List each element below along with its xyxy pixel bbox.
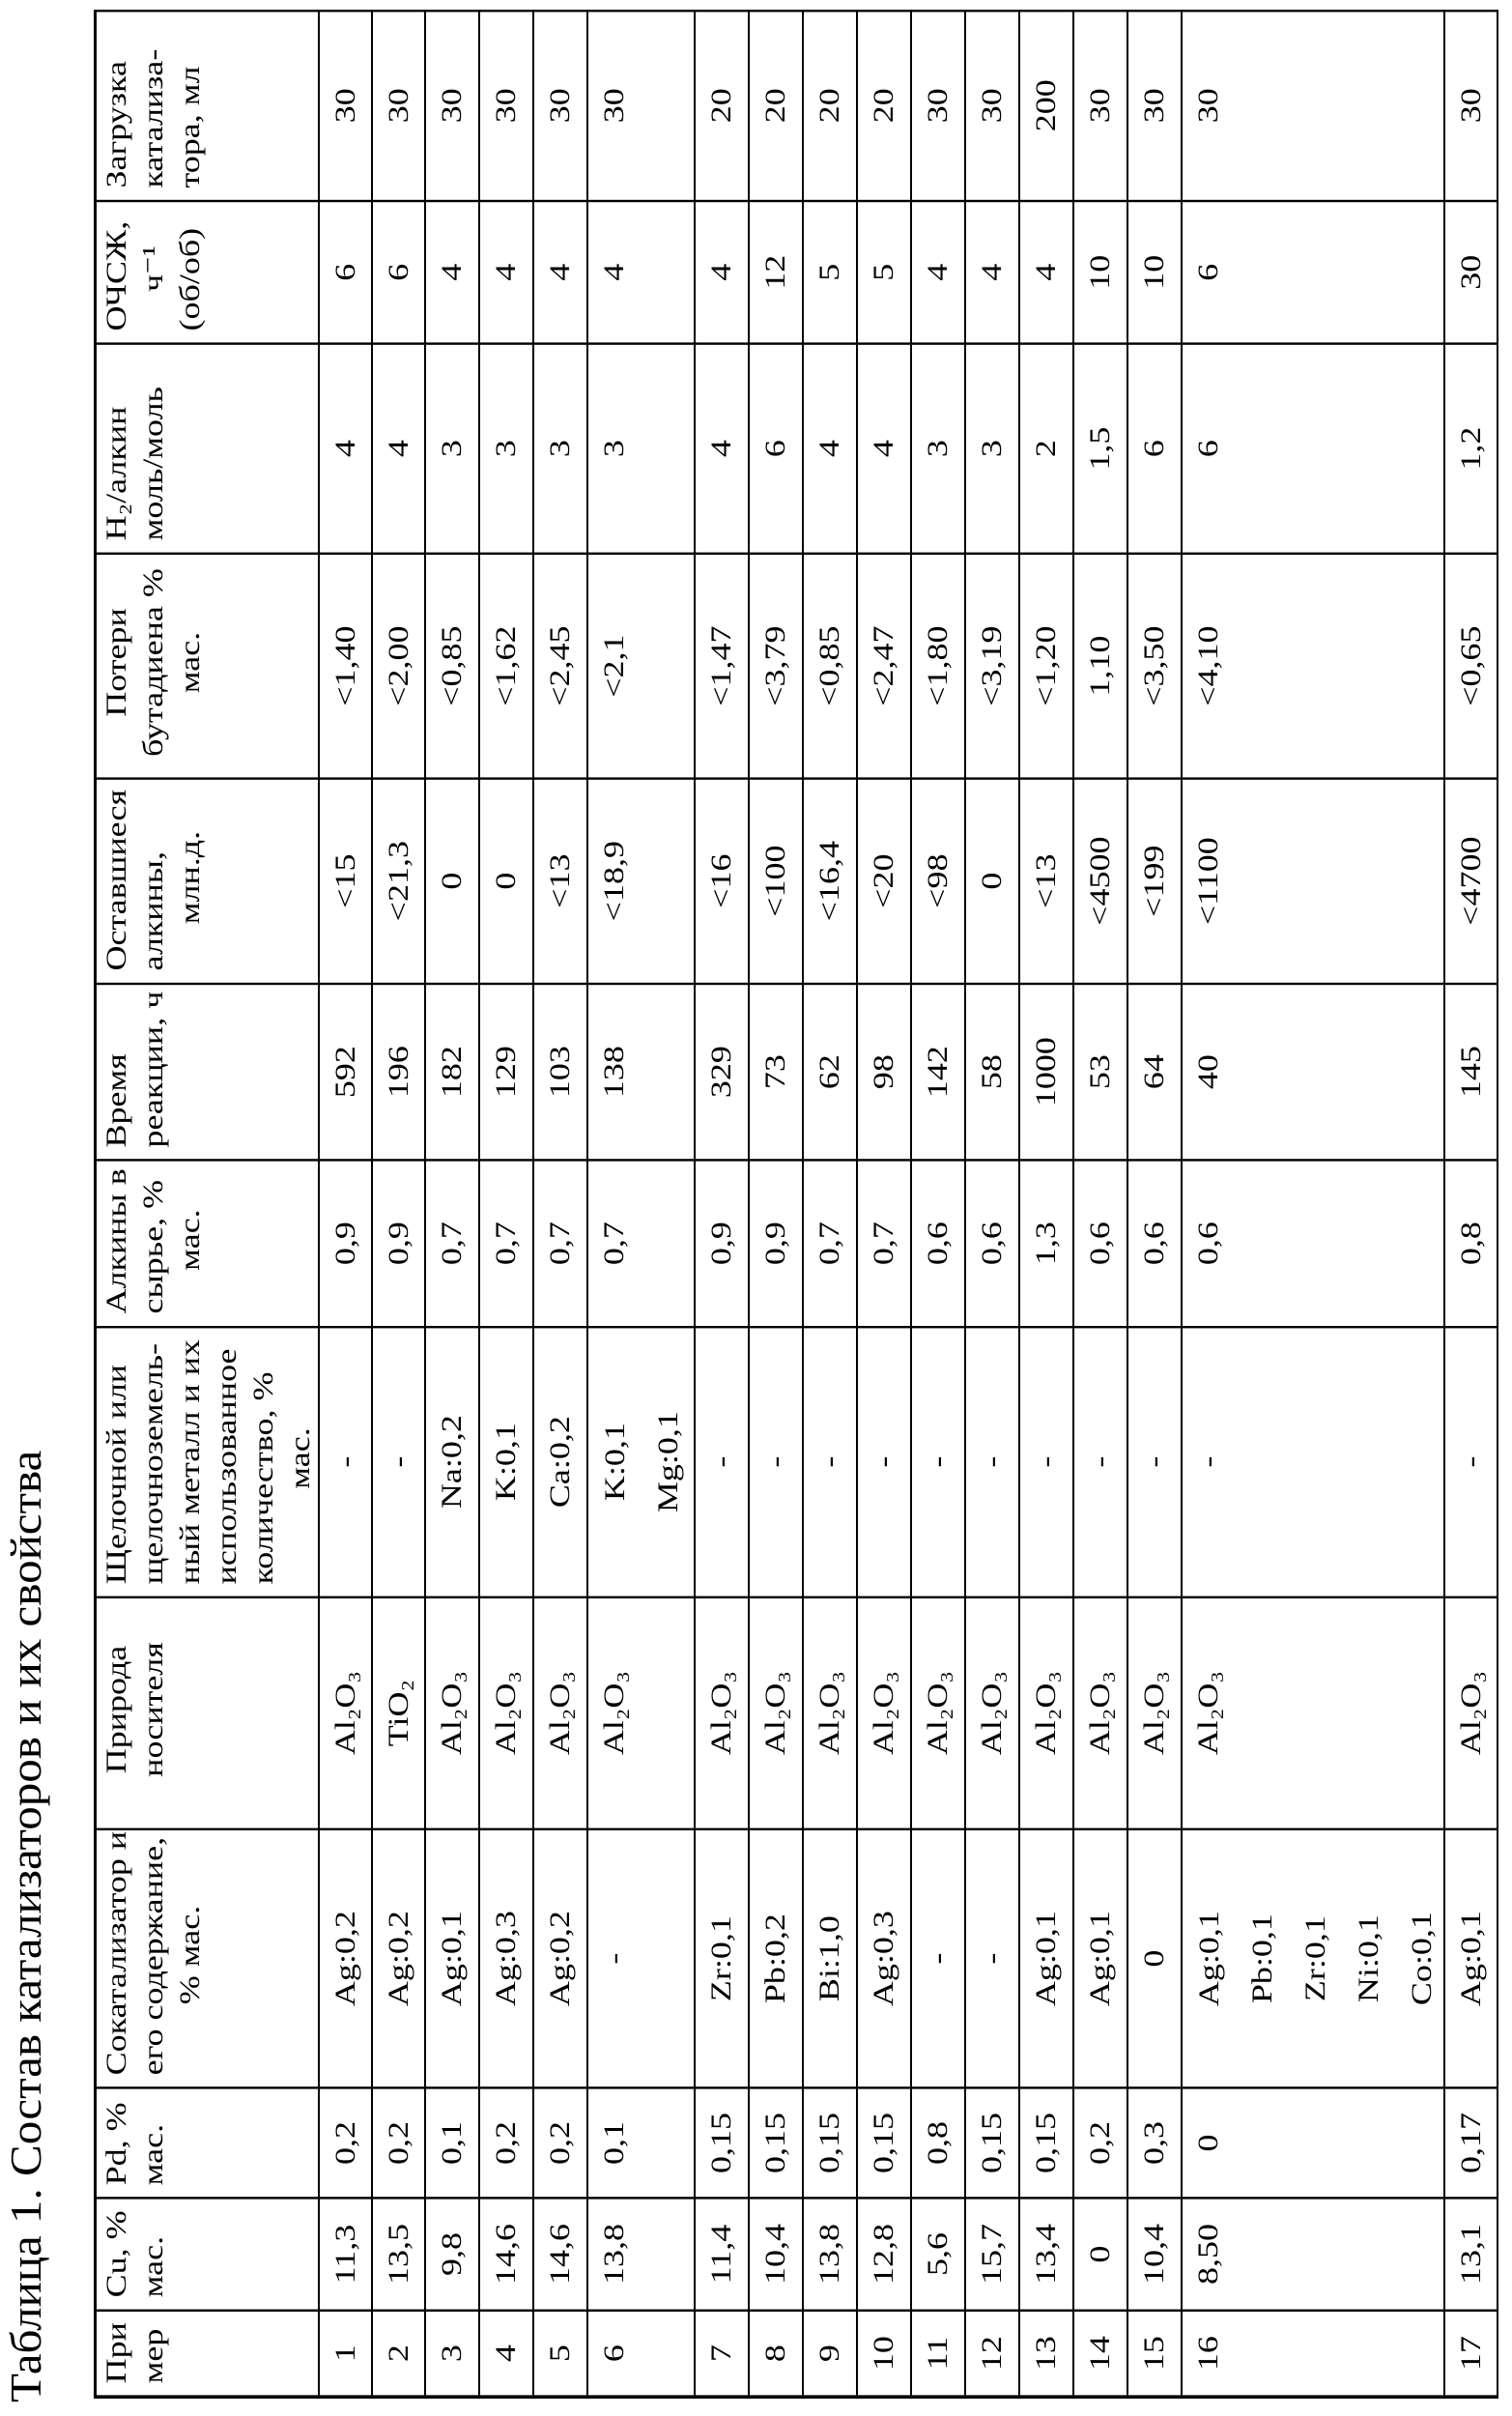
cell-catalyst_load: 30 [1128,9,1183,199]
cell-alkynes_in_feed: 0,6 [912,1159,966,1325]
cell-cocatalyst: Ag:0,3 [480,1827,534,2086]
cell-reaction_time: 145 [1445,982,1498,1159]
cell-catalyst_load: 20 [858,9,912,199]
cell-pd: 0,15 [966,2086,1020,2197]
cell-butadiene_loss: <3,19 [966,552,1020,777]
cell-h2_alkyne_ratio: 6 [750,342,804,552]
cell-alkali_metal [588,1325,696,1596]
cell-pd: 0,15 [804,2086,858,2197]
cell-lhsv: 4 [480,200,534,343]
cell-catalyst_load: 30 [1183,9,1445,199]
cell-reaction_time: 98 [858,982,912,1159]
column-header-line: мер [135,2316,172,2384]
cell-cocatalyst: Ag:0,1 [426,1827,480,2086]
column-header-line: бутадиена % [135,560,172,766]
cell-cocatalyst: Ag:0,1 [1445,1827,1498,2086]
cell-residual_alkynes: <4700 [1445,777,1498,982]
cell-residual_alkynes: <4500 [1074,777,1128,982]
cell-h2_alkyne_ratio: 4 [696,342,750,552]
cell-cu: 13,8 [804,2197,858,2309]
column-header-line: катализа- [135,16,172,188]
column-header-line: использованное [209,1333,245,1585]
cell-reaction_time: 103 [534,982,588,1159]
cell-alkynes_in_feed: 0,7 [858,1159,912,1325]
cell-alkali_metal: Na:0,2 [426,1325,480,1596]
column-header-line: ный металл и их [172,1333,209,1585]
cell-reaction_time: 142 [912,982,966,1159]
cell-alkali_metal: - [858,1325,912,1596]
cell-h2_alkyne_ratio: 3 [588,342,696,552]
cell-pd: 0,15 [1020,2086,1074,2197]
cell-residual_alkynes: <199 [1128,777,1183,982]
cell-butadiene_loss: <4,10 [1183,552,1445,777]
cell-catalyst_load: 30 [373,9,426,199]
cell-residual_alkynes: <16,4 [804,777,858,982]
cell-cu: 9,8 [426,2197,480,2309]
cell-cu: 15,7 [966,2197,1020,2309]
cell-support: Al₂O₃ [1074,1596,1128,1827]
column-header-line: % мас. [172,1835,209,2076]
column-header-line: млн.д. [172,785,209,971]
cell-cocatalyst: - [912,1827,966,2086]
column-header-line: Время [99,990,135,1148]
column-header-line: алкины, [135,785,172,971]
cell-lhsv: 4 [1020,200,1074,343]
column-header-line: Загрузка [99,16,135,188]
cell-reaction_time: 53 [1074,982,1128,1159]
cell-support: Al₂O₃ [696,1596,750,1827]
cell-alkynes_in_feed: 0,7 [426,1159,480,1325]
column-header-catalyst_load [97,9,320,199]
cell-cocatalyst: 0 [1128,1827,1183,2086]
cell-h2_alkyne_ratio: 3 [480,342,534,552]
column-header-line: Природа [99,1603,135,1817]
cell-support: Al₂O₃ [320,1596,373,1827]
cell-residual_alkynes: <13 [534,777,588,982]
column-header-lhsv [97,200,320,343]
cell-pd: 0,2 [480,2086,534,2197]
cell-cu: 13,5 [373,2197,426,2309]
column-header-line: ОЧСЖ, [99,207,135,331]
cell-h2_alkyne_ratio: 3 [966,342,1020,552]
column-header-line: (об/об) [172,207,209,331]
cell-pd: 0,2 [534,2086,588,2197]
cell-support: Al₂O₃ [1020,1596,1074,1827]
cell-reaction_time: 62 [804,982,858,1159]
cell-catalyst_load: 20 [696,9,750,199]
cell-cu: 5,6 [912,2197,966,2309]
cell-butadiene_loss: <3,50 [1128,552,1183,777]
cell-butadiene_loss: <0,85 [804,552,858,777]
cell-lhsv: 5 [858,200,912,343]
cell-alkynes_in_feed: 1,3 [1020,1159,1074,1325]
cell-residual_alkynes: 0 [480,777,534,982]
column-header-line: Сокатализатор и [99,1835,135,2076]
cell-butadiene_loss: <1,80 [912,552,966,777]
cell-support: Al₂O₃ [588,1596,696,1827]
cell-residual_alkynes: <16 [696,777,750,982]
cell-reaction_time: 64 [1128,982,1183,1159]
cell-lhsv: 6 [1183,200,1445,343]
cell-example: 15 [1128,2309,1183,2395]
catalyst-table [94,9,1498,2399]
cell-h2_alkyne_ratio: 4 [373,342,426,552]
column-header-reaction_time [97,982,320,1159]
cell-alkali_metal: - [804,1325,858,1596]
cell-cu: 13,8 [588,2197,696,2309]
cell-cu: 8,50 [1183,2197,1445,2309]
cell-alkali_metal: - [1183,1325,1445,1596]
column-header-alkynes_in_feed [97,1159,320,1325]
cell-support: Al₂O₃ [966,1596,1020,1827]
cell-alkali_metal: - [696,1325,750,1596]
cell-reaction_time: 73 [750,982,804,1159]
cell-h2_alkyne_ratio: 2 [1020,342,1074,552]
cell-reaction_time: 196 [373,982,426,1159]
cell-pd: 0,2 [373,2086,426,2197]
column-header-line: Щелочной или [99,1333,135,1585]
cell-alkynes_in_feed: 0,6 [1128,1159,1183,1325]
cell-butadiene_loss: <0,65 [1445,552,1498,777]
column-header-cu [97,2197,320,2309]
cell-cu: 12,8 [858,2197,912,2309]
cell-residual_alkynes: 0 [426,777,480,982]
cell-cocatalyst: Ag:0,3 [858,1827,912,2086]
cell-example: 4 [480,2309,534,2395]
cell-lhsv: 12 [750,200,804,343]
column-header-line: ч⁻¹ [135,207,172,331]
cell-support: Al₂O₃ [750,1596,804,1827]
cell-residual_alkynes: <1100 [1183,777,1445,982]
cell-cocatalyst: - [588,1827,696,2086]
cell-lhsv: 6 [373,200,426,343]
cell-line: Zr:0,1 [1289,1830,1342,2087]
cell-support: TiO₂ [373,1596,426,1827]
cell-catalyst_load: 30 [588,9,696,199]
cell-cocatalyst: Ag:0,2 [373,1827,426,2086]
cell-cu: 11,4 [696,2197,750,2309]
cell-h2_alkyne_ratio: 1,2 [1445,342,1498,552]
column-header-line: щелочноземель- [135,1333,172,1585]
cell-residual_alkynes: <98 [912,777,966,982]
cell-h2_alkyne_ratio: 3 [426,342,480,552]
cell-pd: 0,8 [912,2086,966,2197]
column-header-cocatalyst [97,1827,320,2086]
column-header-line: его содержание, [135,1835,172,2076]
cell-lhsv: 4 [912,200,966,343]
cell-h2_alkyne_ratio: 4 [320,342,373,552]
cell-example: 9 [804,2309,858,2395]
cell-support: Al₂O₃ [426,1596,480,1827]
cell-alkynes_in_feed: 0,9 [750,1159,804,1325]
cell-h2_alkyne_ratio: 6 [1183,342,1445,552]
cell-example: 2 [373,2309,426,2395]
cell-alkynes_in_feed: 0,9 [320,1159,373,1325]
cell-alkali_metal: K:0,1 [480,1325,534,1596]
cell-residual_alkynes: <18,9 [588,777,696,982]
cell-catalyst_load: 200 [1020,9,1074,199]
cell-catalyst_load: 30 [426,9,480,199]
cell-reaction_time: 329 [696,982,750,1159]
cell-residual_alkynes: 0 [966,777,1020,982]
cell-example: 12 [966,2309,1020,2395]
cell-alkali_metal: - [1020,1325,1074,1596]
cell-line: Mg:0,1 [642,1328,695,1596]
cell-lhsv: 4 [966,200,1020,343]
column-header-example [97,2309,320,2395]
cell-reaction_time: 40 [1183,982,1445,1159]
cell-residual_alkynes: <20 [858,777,912,982]
cell-catalyst_load: 30 [1445,9,1498,199]
column-header-line: Cu, % [99,2204,135,2298]
cell-catalyst_load: 20 [804,9,858,199]
cell-h2_alkyne_ratio: 3 [912,342,966,552]
cell-example: 6 [588,2309,696,2395]
cell-butadiene_loss: <2,1 [588,552,696,777]
column-header-alkali_metal [97,1325,320,1596]
cell-alkali_metal: - [1128,1325,1183,1596]
cell-butadiene_loss: <1,62 [480,552,534,777]
cell-lhsv: 4 [588,200,696,343]
column-header-line: При [99,2316,135,2384]
column-header-support [97,1596,320,1827]
cell-cu: 0 [1074,2197,1128,2309]
cell-example: 11 [912,2309,966,2395]
cell-cu: 14,6 [534,2197,588,2309]
cell-catalyst_load: 30 [320,9,373,199]
cell-pd: 0,2 [1074,2086,1128,2197]
cell-cocatalyst: Zr:0,1 [696,1827,750,2086]
cell-pd: 0,17 [1445,2086,1498,2197]
cell-cu: 14,6 [480,2197,534,2309]
cell-alkynes_in_feed: 0,7 [480,1159,534,1325]
cell-catalyst_load: 30 [1074,9,1128,199]
cell-butadiene_loss: <1,20 [1020,552,1074,777]
cell-cocatalyst: Bi:1,0 [804,1827,858,2086]
cell-butadiene_loss: 1,10 [1074,552,1128,777]
cell-alkynes_in_feed: 0,6 [966,1159,1020,1325]
column-header-line: H₂/алкин [99,350,135,541]
cell-alkynes_in_feed: 0,8 [1445,1159,1498,1325]
cell-cu: 13,1 [1445,2197,1498,2309]
cell-lhsv: 4 [534,200,588,343]
cell-support: Al₂O₃ [1183,1596,1445,1827]
cell-example: 7 [696,2309,750,2395]
column-header-butadiene_loss [97,552,320,777]
cell-support: Al₂O₃ [1128,1596,1183,1827]
cell-pd: 0,15 [750,2086,804,2197]
cell-cocatalyst: Ag:0,1 [1074,1827,1128,2086]
cell-pd: 0,15 [696,2086,750,2197]
cell-support: Al₂O₃ [1445,1596,1498,1827]
cell-lhsv: 4 [696,200,750,343]
table-title: Таблица 1. Состав катализаторов и их свойства [4,1451,48,2402]
cell-cu: 13,4 [1020,2197,1074,2309]
cell-example: 16 [1183,2309,1445,2395]
cell-reaction_time: 1000 [1020,982,1074,1159]
cell-line: K:0,1 [588,1328,642,1596]
column-header-pd [97,2086,320,2197]
column-header-line: мас. [172,1166,209,1314]
cell-butadiene_loss: <2,45 [534,552,588,777]
cell-pd: 0,1 [426,2086,480,2197]
cell-alkali_metal: - [966,1325,1020,1596]
column-header-line: мас. [172,560,209,766]
cell-alkynes_in_feed: 0,9 [696,1159,750,1325]
cell-alkali_metal: - [750,1325,804,1596]
cell-example: 3 [426,2309,480,2395]
cell-catalyst_load: 30 [966,9,1020,199]
cell-line: Ag:0,1 [1183,1830,1236,2087]
cell-cocatalyst: Ag:0,2 [534,1827,588,2086]
cell-alkynes_in_feed: 0,7 [588,1159,696,1325]
cell-cocatalyst: - [966,1827,1020,2086]
column-header-h2_alkyne_ratio [97,342,320,552]
cell-alkynes_in_feed: 0,6 [1183,1159,1445,1325]
cell-support: Al₂O₃ [804,1596,858,1827]
column-header-line: носителя [135,1603,172,1817]
cell-h2_alkyne_ratio: 4 [804,342,858,552]
cell-alkali_metal: - [912,1325,966,1596]
cell-lhsv: 5 [804,200,858,343]
cell-butadiene_loss: <2,00 [373,552,426,777]
cell-catalyst_load: 30 [534,9,588,199]
cell-lhsv: 6 [320,200,373,343]
cell-support: Al₂O₃ [534,1596,588,1827]
cell-example: 14 [1074,2309,1128,2395]
cell-lhsv: 10 [1128,200,1183,343]
column-header-line: сырье, % [135,1166,172,1314]
cell-example: 13 [1020,2309,1074,2395]
cell-cocatalyst [1183,1827,1445,2086]
column-header-line: реакции, ч [135,990,172,1148]
cell-example: 17 [1445,2309,1498,2395]
cell-example: 10 [858,2309,912,2395]
cell-reaction_time: 138 [588,982,696,1159]
cell-reaction_time: 592 [320,982,373,1159]
cell-butadiene_loss: <3,79 [750,552,804,777]
column-header-line: мас. [282,1333,319,1585]
cell-butadiene_loss: <1,40 [320,552,373,777]
cell-cu: 11,3 [320,2197,373,2309]
cell-h2_alkyne_ratio: 1,5 [1074,342,1128,552]
cell-alkynes_in_feed: 0,7 [804,1159,858,1325]
cell-alkali_metal: - [320,1325,373,1596]
cell-reaction_time: 58 [966,982,1020,1159]
cell-cocatalyst: Ag:0,2 [320,1827,373,2086]
cell-example: 1 [320,2309,373,2395]
cell-residual_alkynes: <21,3 [373,777,426,982]
cell-support: Al₂O₃ [480,1596,534,1827]
cell-pd: 0,2 [320,2086,373,2197]
cell-example: 5 [534,2309,588,2395]
column-header-line: Оставшиеся [99,785,135,971]
cell-pd: 0,1 [588,2086,696,2197]
cell-reaction_time: 182 [426,982,480,1159]
column-header-line: Потери [99,560,135,766]
column-header-line: Pd, % [99,2094,135,2186]
column-header-line: Алкины в [99,1166,135,1314]
cell-cocatalyst: Ag:0,1 [1020,1827,1074,2086]
cell-residual_alkynes: <13 [1020,777,1074,982]
cell-reaction_time: 129 [480,982,534,1159]
cell-support: Al₂O₃ [858,1596,912,1827]
cell-lhsv: 4 [426,200,480,343]
cell-alkali_metal: Ca:0,2 [534,1325,588,1596]
cell-cu: 10,4 [750,2197,804,2309]
cell-h2_alkyne_ratio: 4 [858,342,912,552]
cell-pd: 0,3 [1128,2086,1183,2197]
cell-alkali_metal: - [1445,1325,1498,1596]
column-header-residual_alkynes [97,777,320,982]
cell-alkynes_in_feed: 0,9 [373,1159,426,1325]
cell-h2_alkyne_ratio: 6 [1128,342,1183,552]
cell-cu: 10,4 [1128,2197,1183,2309]
cell-alkynes_in_feed: 0,7 [534,1159,588,1325]
cell-h2_alkyne_ratio: 3 [534,342,588,552]
cell-lhsv: 10 [1074,200,1128,343]
cell-catalyst_load: 30 [912,9,966,199]
cell-alkali_metal: - [1074,1325,1128,1596]
cell-residual_alkynes: <15 [320,777,373,982]
column-header-line: тора, мл [172,16,209,188]
cell-line: Pb:0,1 [1236,1830,1289,2087]
column-header-line: мас. [135,2204,172,2298]
column-header-line: количество, % [245,1333,282,1585]
cell-pd: 0,15 [858,2086,912,2197]
cell-catalyst_load: 20 [750,9,804,199]
cell-line: Co:0,1 [1395,1830,1448,2087]
column-header-line: моль/моль [135,350,172,541]
column-header-line: мас. [135,2094,172,2186]
cell-alkynes_in_feed: 0,6 [1074,1159,1128,1325]
cell-residual_alkynes: <100 [750,777,804,982]
cell-butadiene_loss: <1,47 [696,552,750,777]
cell-alkali_metal: - [373,1325,426,1596]
cell-butadiene_loss: <0,85 [426,552,480,777]
cell-cocatalyst: Pb:0,2 [750,1827,804,2086]
cell-lhsv: 30 [1445,200,1498,343]
cell-pd: 0 [1183,2086,1445,2197]
cell-example: 8 [750,2309,804,2395]
cell-catalyst_load: 30 [480,9,534,199]
cell-support: Al₂O₃ [912,1596,966,1827]
cell-line: Ni:0,1 [1342,1830,1395,2087]
cell-butadiene_loss: <2,47 [858,552,912,777]
